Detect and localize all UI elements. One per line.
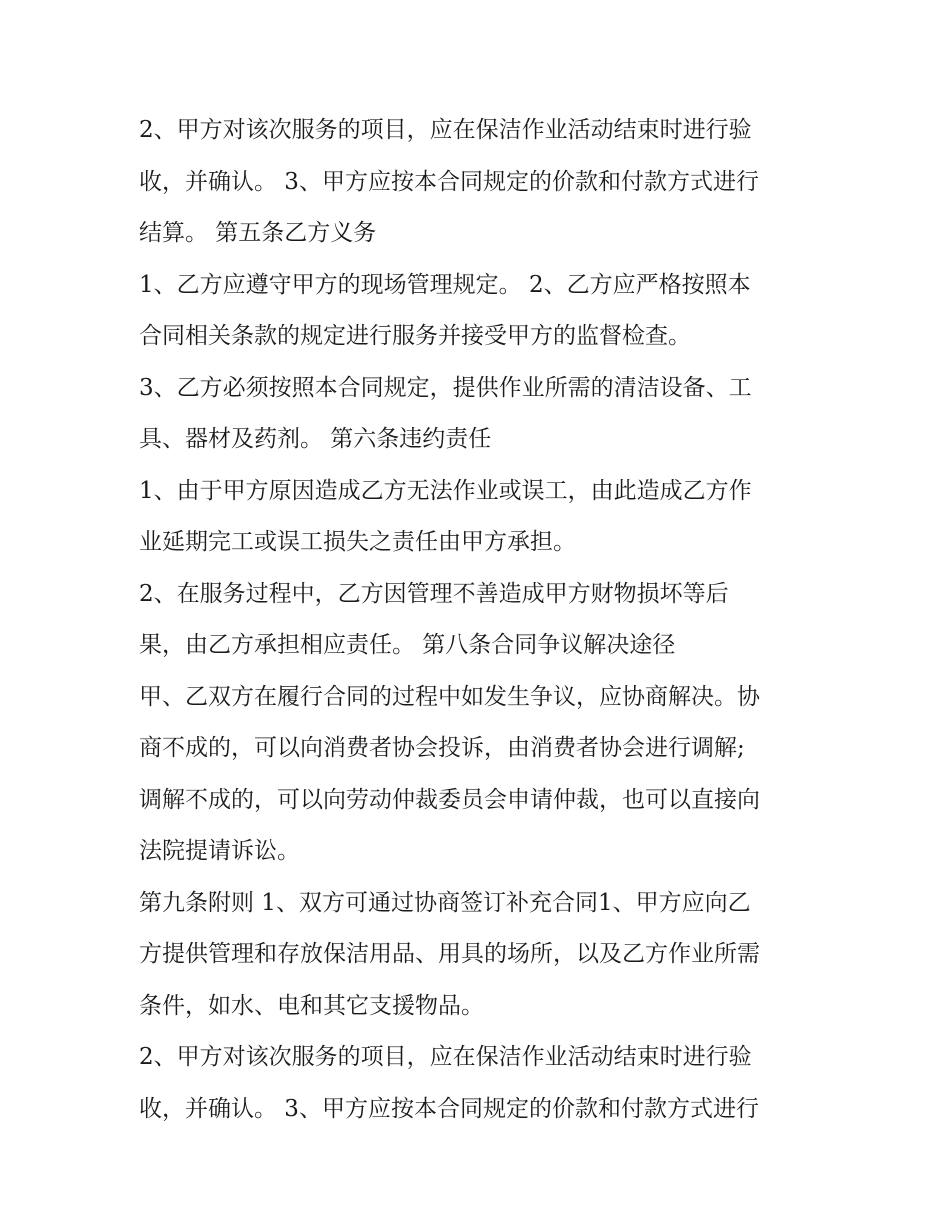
text-line: 3、乙方必须按照本合同规定，提供作业所需的清洁设备、工 (139, 374, 752, 401)
text-line: 收，并确认。 3、甲方应按本合同规定的价款和付款方式进行 (139, 168, 759, 195)
text-line: 1、由于甲方原因造成乙方无法作业或误工，由此造成乙方作 (139, 477, 752, 504)
text-line: 具、器材及药剂。 第六条违约责任 (139, 426, 492, 452)
text-line: 业延期完工或误工损失之责任由甲方承担。 (139, 529, 576, 555)
text-line: 收，并确认。 3、甲方应按本合同规定的价款和付款方式进行 (139, 1095, 759, 1122)
text-line: 法院提请诉讼。 (139, 838, 300, 864)
text-line: 2、甲方对该次服务的项目，应在保洁作业活动结束时进行验 (139, 117, 752, 143)
text-line: 条件，如水、电和其它支援物品。 (139, 992, 484, 1019)
text-line: 果，由乙方承担相应责任。 第八条合同争议解决途径 (139, 632, 676, 658)
document-body (139, 105, 819, 1135)
text-line: 甲、乙双方在履行合同的过程中如发生争议，应协商解决。协 (139, 683, 760, 710)
text-line: 1、乙方应遵守甲方的现场管理规定。 2、乙方应严格按照本 (139, 271, 751, 298)
text-line: 2、甲方对该次服务的项目，应在保洁作业活动结束时进行验 (139, 1044, 752, 1070)
text-line: 结算。 第五条乙方义务 (139, 220, 377, 246)
text-line: 调解不成的，可以向劳动仲裁委员会申请仲裁，也可以直接向 (139, 786, 760, 813)
text-line: 方提供管理和存放保洁用品、用具的场所，以及乙方作业所需 (139, 941, 760, 967)
text-line: 2、在服务过程中，乙方因管理不善造成甲方财物损坏等后 (139, 580, 729, 607)
text-line: 合同相关条款的规定进行服务并接受甲方的监督检查。 (139, 323, 691, 349)
text-line: 第九条附则 1、双方可通过协商签订补充合同1、甲方应向乙 (139, 889, 751, 916)
text-line: 商不成的，可以向消费者协会投诉，由消费者协会进行调解; (139, 735, 745, 761)
